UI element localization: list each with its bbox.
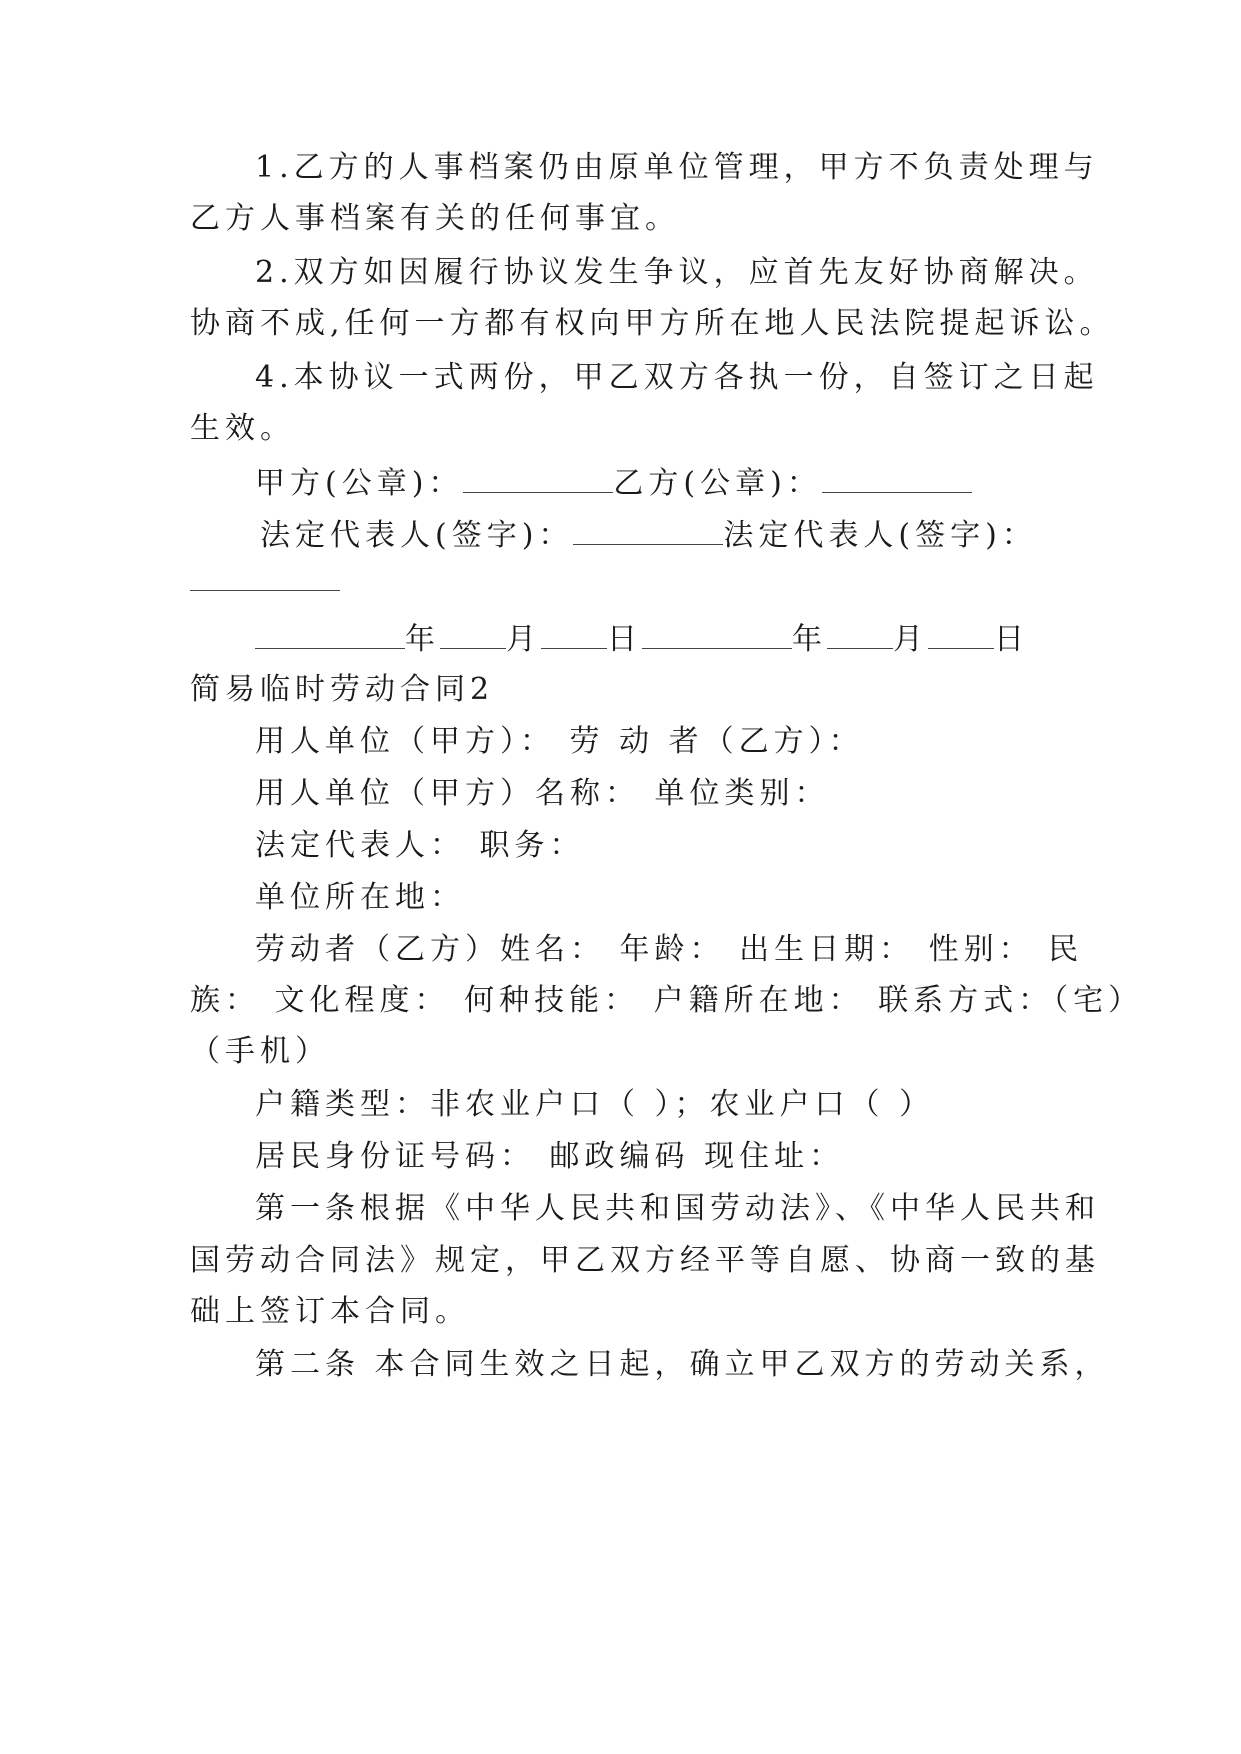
- clause-4-line-1: 4.本协议一式两份，甲乙双方各执一份，自签订之日起: [255, 360, 1099, 395]
- date-b-day-blank[interactable]: [928, 618, 994, 649]
- date-b-year-blank[interactable]: [642, 618, 792, 649]
- date-a-month-label: 月: [506, 622, 541, 657]
- clause-2-line-1: 2.双方如因履行协议发生争议，应首先友好协商解决。: [255, 255, 1099, 290]
- field-employer-and-worker: 用人单位（甲方）： 劳 动 者（乙方）：: [255, 724, 864, 759]
- clause-1-line-1: 1.乙方的人事档案仍由原单位管理，甲方不负责处理与: [255, 150, 1099, 185]
- date-a-year-label: 年: [405, 622, 440, 657]
- party-b-seal-label: 乙方(公章)：: [613, 466, 822, 501]
- party-a-rep-blank[interactable]: [573, 514, 723, 545]
- seal-line: [255, 462, 972, 502]
- contract-2-title: 简易临时劳动合同2: [190, 672, 495, 707]
- date-b-month-blank[interactable]: [827, 618, 893, 649]
- field-worker-line-3: （手机）: [190, 1034, 330, 1069]
- field-id-number: 居民身份证号码： 邮政编码 现住址：: [255, 1139, 845, 1174]
- representative-line: [260, 514, 1037, 554]
- party-a-seal-label: 甲方(公章)：: [255, 466, 464, 501]
- clause-4-line-2: 生效。: [190, 411, 295, 446]
- article-1-line-1: 第一条根据《中华人民共和国劳动法》、《中华人民共和: [255, 1191, 1100, 1226]
- field-legal-rep: 法定代表人： 职务：: [255, 828, 585, 863]
- date-a-day-label: 日: [607, 622, 642, 657]
- clause-2-line-2: 协商不成,任何一方都有权向甲方所在地人民法院提起诉讼。: [190, 306, 1115, 341]
- date-b-month-label: 月: [893, 622, 928, 657]
- date-b-day-label: 日: [994, 622, 1029, 657]
- article-2-line-1: 第二条 本合同生效之日起，确立甲乙双方的劳动关系，: [255, 1347, 1110, 1382]
- date-b-year-label: 年: [792, 622, 827, 657]
- party-b-seal-blank[interactable]: [822, 462, 972, 493]
- party-a-seal-blank[interactable]: [463, 462, 613, 493]
- party-b-rep-blank-line: [190, 560, 340, 600]
- article-1-line-3: 础上签订本合同。: [190, 1294, 470, 1329]
- clause-1-line-2: 乙方人事档案有关的任何事宜。: [190, 201, 680, 236]
- field-hukou-type: 户籍类型：非农业户口（ ）；农业户口（ ）: [255, 1087, 935, 1122]
- field-employer-name: 用人单位（甲方）名称： 单位类别：: [255, 776, 830, 811]
- party-b-rep-label: 法定代表人(签字)：: [723, 518, 1037, 553]
- date-a-year-blank[interactable]: [255, 618, 405, 649]
- date-line: [255, 618, 1029, 658]
- date-a-month-blank[interactable]: [440, 618, 506, 649]
- field-worker-line-1: 劳动者（乙方）姓名： 年龄： 出生日期： 性别： 民: [255, 932, 1084, 967]
- field-address: 单位所在地：: [255, 880, 465, 915]
- field-worker-line-2: 族： 文化程度： 何种技能： 户籍所在地： 联系方式：（宅）: [190, 983, 1144, 1018]
- article-1-line-2: 国劳动合同法》规定，甲乙双方经平等自愿、协商一致的基: [190, 1243, 1100, 1278]
- party-a-rep-label: 法定代表人(签字)：: [260, 518, 574, 553]
- party-b-rep-blank[interactable]: [190, 560, 340, 591]
- date-a-day-blank[interactable]: [541, 618, 607, 649]
